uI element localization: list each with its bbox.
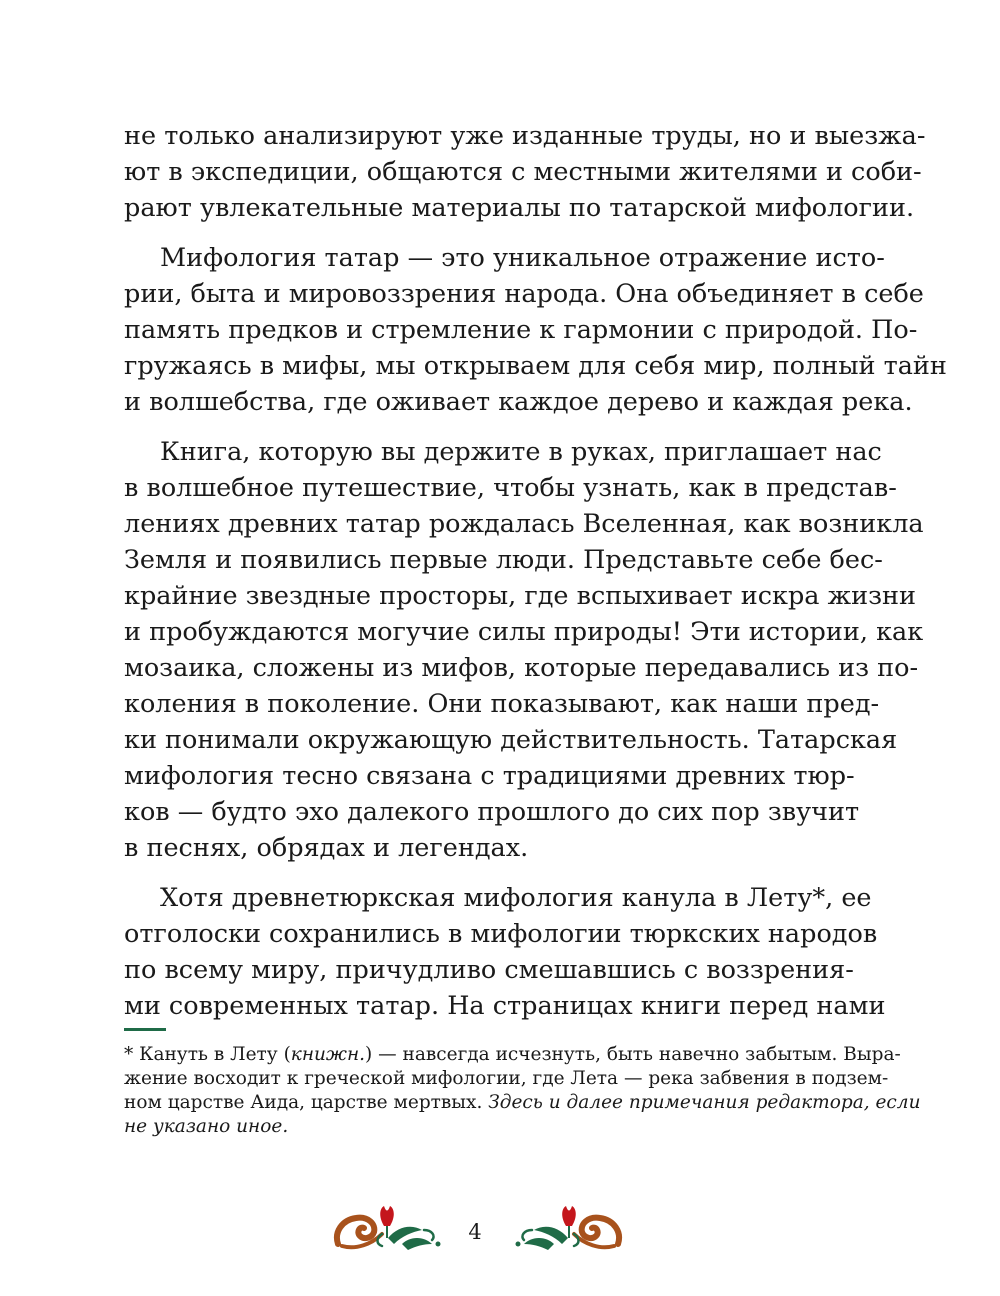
paragraph-1 (124, 118, 926, 226)
footnote-line: * Кануть в Лету (книжн.) — навсегда исчезнуть, быть навечно забытым. Выра- (124, 1044, 901, 1065)
text-line: рают увлекательные материалы по татарской мифологии. (124, 193, 915, 223)
footnote-line: жение восходит к греческой мифологии, где Лета — река забвения в подзем- (124, 1068, 889, 1089)
text-line: в волшебное путешествие, чтобы узнать, как в представ- (124, 473, 897, 503)
text-line: ков — будто эхо далекого прошлого до сих пор звучит (124, 797, 860, 827)
text-line: мозаика, сложены из мифов, которые передавались из по- (124, 653, 919, 683)
text-line: память предков и стремление к гармонии с природой. По- (124, 315, 918, 345)
footnote-line: ном царстве Аида, царстве мертвых. Здесь и далее примечания редактора, если (124, 1092, 921, 1113)
text-line: рии, быта и мировоззрения народа. Она объединяет в себе (124, 279, 924, 309)
page-footer (0, 1198, 1000, 1258)
text-line: ки понимали окружающую действительность. Татарская (124, 725, 898, 755)
text-line: отголоски сохранились в мифологии тюркских народов (124, 919, 878, 949)
text-line: и пробуждаются могучие силы природы! Эти истории, как (124, 617, 924, 647)
paragraph-4 (124, 880, 886, 1024)
text-line: ют в экспедиции, общаются с местными жителями и соби- (124, 157, 922, 187)
footnote-line: не указано иное. (124, 1116, 289, 1137)
text-line: мифология тесно связана с традициями древних тюр- (124, 761, 855, 791)
text-line: лениях древних татар рождалась Вселенная, как возникла (124, 509, 924, 539)
text-line: коления в поколение. Они показывают, как наши пред- (124, 689, 880, 719)
text-line: и волшебства, где оживает каждое дерево и каждая река. (124, 387, 913, 417)
text-line: Книга, которую вы держите в руках, приглашает нас (160, 437, 882, 467)
paragraph-2 (124, 240, 947, 420)
text-line: в песнях, обрядах и легендах. (124, 833, 529, 863)
text-line: не только анализируют уже изданные труды, но и выезжа- (124, 121, 926, 151)
floral-ornament-left-icon (332, 1204, 444, 1252)
paragraph-3 (124, 434, 924, 866)
text-line: гружаясь в мифы, мы открываем для себя мир, полный тайн (124, 351, 947, 381)
floral-ornament-right-icon (512, 1204, 624, 1252)
text-line: по всему миру, причудливо смешавшись с воззрения- (124, 955, 854, 985)
footnote (124, 1043, 921, 1139)
footnote-divider (124, 1028, 166, 1031)
main-text (124, 118, 947, 1024)
page-number: 4 (468, 1220, 482, 1244)
text-line: Земля и появились первые люди. Представьте себе бес- (124, 545, 883, 575)
text-line: Хотя древнетюркская мифология канула в Лету*, ее (160, 883, 872, 913)
text-line: крайние звездные просторы, где вспыхивает искра жизни (124, 581, 916, 611)
text-line: ми современных татар. На страницах книги перед нами (124, 991, 886, 1021)
text-line: Мифология татар — это уникальное отражение исто- (160, 243, 885, 273)
